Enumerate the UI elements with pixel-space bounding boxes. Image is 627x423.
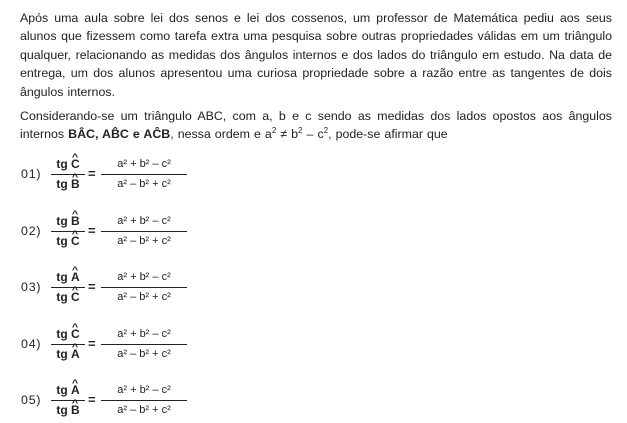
fraction-bar <box>51 174 85 175</box>
sides-denominator: a² – b² + c² <box>117 291 171 303</box>
sides-denominator: a² – b² + c² <box>117 235 171 247</box>
tangent-denominator: tg ^ C <box>51 233 85 250</box>
angle-hat-letter: ^ A <box>71 382 80 399</box>
fraction-bar <box>101 174 187 175</box>
tangent-ratio <box>51 326 85 363</box>
sides-numerator: a² + b² – c² <box>117 271 171 283</box>
tangent-numerator: tg ^ B <box>51 213 85 230</box>
angle-hat-letter: ^ C <box>71 233 80 250</box>
sides-ratio <box>101 326 187 363</box>
tangent-ratio <box>51 156 85 193</box>
fraction-bar <box>101 287 187 288</box>
exponent-b: 2 <box>298 126 303 136</box>
sides-numerator: a² + b² – c² <box>117 328 171 340</box>
fraction-bar <box>101 231 187 232</box>
equals-sign: = <box>88 336 96 351</box>
option-number: 04) <box>21 337 42 351</box>
tangent-ratio <box>51 382 85 419</box>
tangent-ratio <box>51 269 85 306</box>
paragraph-2-text-5: , pode-se afirmar que <box>328 127 448 142</box>
option-number: 05) <box>21 393 42 407</box>
angle-hat-letter: ^ B <box>71 402 80 419</box>
option-number: 03) <box>21 280 42 294</box>
tangent-denominator: tg ^ A <box>51 346 85 363</box>
fraction-bar <box>51 287 85 288</box>
tangent-denominator: tg ^ B <box>51 402 85 419</box>
sides-ratio <box>101 213 187 250</box>
tangent-ratio <box>51 213 85 250</box>
angle-hat-letter: ^ A <box>71 269 80 286</box>
paragraph-2-text-1: Considerando-se um triângulo ABC, com a, b e c sendo as medidas dos lados opostos aos ângulos internos <box>20 109 612 142</box>
question-paragraph-2 <box>20 107 612 144</box>
equals-sign: = <box>88 279 96 294</box>
fraction-bar <box>51 231 85 232</box>
tangent-numerator: tg ^ A <box>51 382 85 399</box>
sides-ratio <box>101 269 187 306</box>
sides-numerator: a² + b² – c² <box>117 384 171 396</box>
angle-hat-letter: ^ C <box>71 289 80 306</box>
sides-denominator: a² – b² + c² <box>117 348 171 360</box>
sides-numerator: a² + b² – c² <box>117 215 171 227</box>
tangent-numerator: tg ^ A <box>51 269 85 286</box>
equals-sign: = <box>88 166 96 181</box>
fraction-bar <box>101 400 187 401</box>
equals-sign: = <box>88 223 96 238</box>
angle-hat-letter: ^ C <box>71 156 80 173</box>
sides-denominator: a² – b² + c² <box>117 178 171 190</box>
angle-hat-letter: ^ C <box>71 326 80 343</box>
angle-hat-letter: ^ B <box>71 176 80 193</box>
paragraph-2-text-2: , nessa ordem e a <box>170 127 272 142</box>
tangent-numerator: tg ^ C <box>51 326 85 343</box>
exponent-c: 2 <box>323 126 329 136</box>
tangent-denominator: tg ^ B <box>51 176 85 193</box>
fraction-bar <box>51 400 85 401</box>
fraction-bar <box>101 344 187 345</box>
angle-hat-letter: ^ B <box>71 213 80 230</box>
angles-label: BÂC, AB̂C e AĈB <box>68 127 171 142</box>
sides-ratio <box>101 382 187 419</box>
paragraph-2-text-4: – c <box>302 127 324 142</box>
exponent-a: 2 <box>271 126 277 136</box>
paragraph-2-text-3: ≠ b <box>276 127 299 142</box>
sides-ratio <box>101 156 187 193</box>
sides-denominator: a² – b² + c² <box>117 404 171 416</box>
sides-numerator: a² + b² – c² <box>117 158 171 170</box>
tangent-numerator: tg ^ C <box>51 156 85 173</box>
angle-hat-letter: ^ A <box>71 346 80 363</box>
fraction-bar <box>51 344 85 345</box>
tangent-denominator: tg ^ C <box>51 289 85 306</box>
equals-sign: = <box>88 392 96 407</box>
question-paragraph-1: Após uma aula sobre lei dos senos e lei dos cossenos, um professor de Matemática pediu aos seus alunos que fizessem como tarefa extra uma pesquisa sobre outras propriedades válidas em um triângulo qualquer, relacionando as medidas dos ângulos internos e dos lados do triângulo em estudo. Na data de entrega, um dos alunos apresentou uma curiosa propriedade sobre a razão entre as tangentes de dois ângulos internos. <box>20 11 612 99</box>
option-number: 01) <box>21 167 42 181</box>
option-number: 02) <box>21 224 42 238</box>
